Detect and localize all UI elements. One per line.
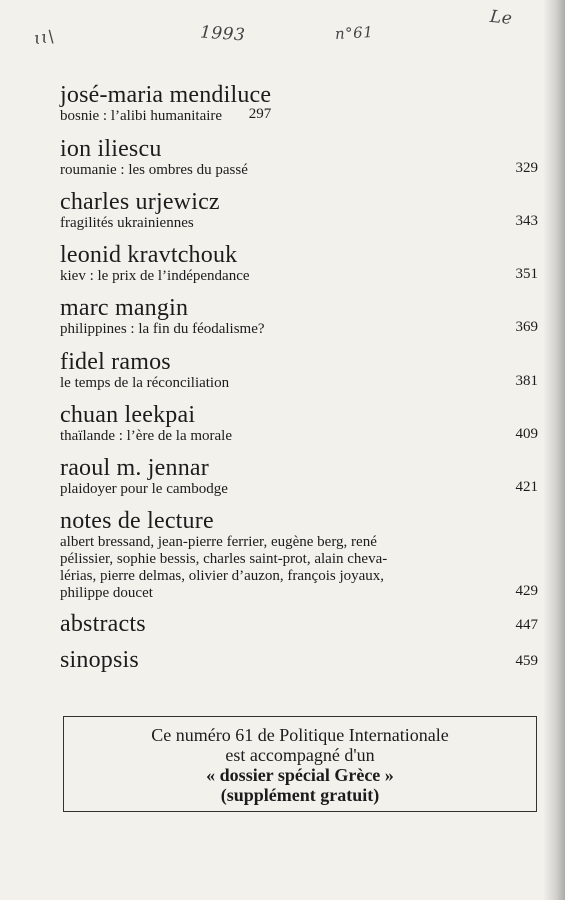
toc-subtitle: fragilités ukrainiennes [60,215,194,231]
toc-entry [60,349,538,392]
toc-subtitle: plaidoyer pour le cambodge [60,481,228,497]
toc-author: raoul m. jennar [60,455,209,481]
toc-entry [60,295,538,338]
toc-section-title: sinopsis [60,647,139,673]
toc-page-number: 429 [515,583,538,599]
handwritten-initials: Le [489,6,514,30]
toc-author: marc mangin [60,295,189,321]
supplement-notice-box [63,716,537,812]
handwritten-year: 1993 [199,22,246,46]
toc-entry [60,242,538,285]
toc-subtitle: thaïlande : l’ère de la morale [60,428,232,444]
toc-entry [60,455,538,498]
handwritten-note: ɩɩ\ [32,26,56,50]
toc-page-number: 343 [515,213,538,229]
page-edge-shadow [543,0,565,900]
notes-line: pélissier, sophie bessis, charles saint-prot, alain cheva- [60,551,388,567]
toc-author: charles urjewicz [60,189,220,215]
notes-authors [60,534,480,602]
notice-line-bold: « dossier spécial Grèce » [206,765,394,785]
toc-page-number: 297 [248,106,272,122]
toc-page-number: 369 [515,319,538,335]
toc-entry [60,136,538,179]
toc-subtitle: le temps de la réconciliation [60,375,230,391]
toc-author: josé-maria mendiluce [60,82,272,108]
toc-section-title: abstracts [60,611,146,637]
toc-subtitle: bosnie : l’alibi humanitaire [60,108,223,124]
toc-author: fidel ramos [60,349,171,375]
toc-entry [60,402,538,445]
notes-line: lérias, pierre delmas, olivier d’auzon, françois joyaux, [60,568,385,584]
handwritten-issue: n°61 [334,23,374,43]
toc-page-number: 351 [515,266,538,282]
toc-section-title: notes de lecture [60,508,214,534]
toc-subtitle: roumanie : les ombres du passé [60,162,248,178]
toc-author: leonid kravtchouk [60,242,238,268]
toc-page-number: 421 [515,479,538,495]
toc-subtitle: philippines : la fin du féodalisme? [60,321,265,337]
notice-line: Ce numéro 61 de Politique Internationale [151,725,449,745]
toc-subtitle: kiev : le prix de l’indépendance [60,268,250,284]
notes-line: albert bressand, jean-pierre ferrier, eugène berg, rené [60,534,377,550]
toc-entry-sinopsis [60,647,538,673]
notice-line: est accompagné d'un [225,745,375,765]
toc-page-number: 381 [515,373,538,389]
toc-entry-notes [60,508,538,602]
toc-entry [60,189,538,232]
toc-author: chuan leekpai [60,402,196,428]
toc-page-number: 447 [515,617,538,633]
notes-line: philippe doucet [60,585,153,601]
toc-entry-abstracts [60,611,538,637]
toc-page-number: 459 [515,653,538,669]
toc-page-number: 329 [515,160,538,176]
toc-page-number: 409 [515,426,538,442]
toc-entry [60,82,271,125]
toc-author: ion iliescu [60,136,162,162]
notice-line-bold: (supplément gratuit) [220,785,380,805]
